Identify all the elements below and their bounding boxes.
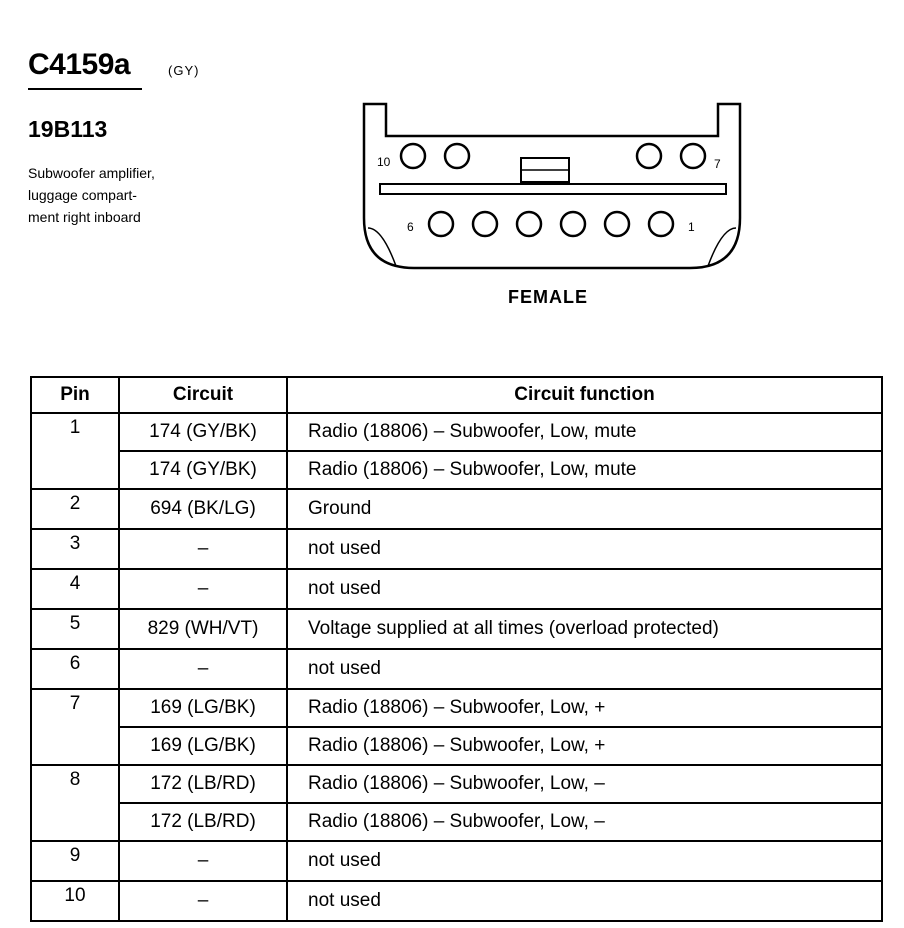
- pin-6-cavity: [429, 212, 453, 236]
- header-circuit-function: Circuit function: [287, 377, 882, 413]
- header-pin: Pin: [31, 377, 119, 413]
- pin-number: 7: [31, 689, 119, 765]
- table-row: [31, 649, 882, 689]
- pin-table-header: [31, 377, 882, 413]
- circuit-cell: –: [119, 841, 287, 881]
- function-cell: Radio (18806) – Subwoofer, Low, +: [287, 689, 882, 727]
- function-cell: not used: [287, 529, 882, 569]
- function-cell: Radio (18806) – Subwoofer, Low, mute: [287, 451, 882, 489]
- pin-number: 8: [31, 765, 119, 841]
- table-row: [31, 489, 882, 529]
- function-cell: not used: [287, 841, 882, 881]
- circuit-cell: 172 (LB/RD): [119, 765, 287, 803]
- function-cell: Radio (18806) – Subwoofer, Low, –: [287, 765, 882, 803]
- connector-color: (GY): [168, 63, 200, 78]
- table-row: [31, 727, 882, 765]
- table-row: [31, 881, 882, 921]
- pin-5-cavity: [473, 212, 497, 236]
- pin-2-cavity: [605, 212, 629, 236]
- keying-rail: [380, 184, 726, 194]
- function-cell: Radio (18806) – Subwoofer, Low, –: [287, 803, 882, 841]
- pin-10-cavity: [401, 144, 425, 168]
- function-cell: Ground: [287, 489, 882, 529]
- pin-number: 4: [31, 569, 119, 609]
- table-row: [31, 803, 882, 841]
- pin-number: 6: [31, 649, 119, 689]
- function-cell: not used: [287, 881, 882, 921]
- connector-housing: [364, 104, 740, 268]
- function-cell: Radio (18806) – Subwoofer, Low, mute: [287, 413, 882, 451]
- table-row: [31, 609, 882, 649]
- table-row: [31, 413, 882, 451]
- pin-label-1: 1: [688, 220, 695, 234]
- pin-label-6: 6: [407, 220, 414, 234]
- pin-number: 5: [31, 609, 119, 649]
- pin-9-cavity: [445, 144, 469, 168]
- function-cell: Radio (18806) – Subwoofer, Low, +: [287, 727, 882, 765]
- table-row: [31, 569, 882, 609]
- part-number: 19B113: [28, 116, 108, 142]
- pin-number: 3: [31, 529, 119, 569]
- table-row: [31, 529, 882, 569]
- circuit-cell: –: [119, 569, 287, 609]
- pin-4-cavity: [517, 212, 541, 236]
- connector-id: C4159a: [28, 48, 131, 81]
- pin-number: 10: [31, 881, 119, 921]
- pin-table: [30, 376, 883, 922]
- description-line: luggage compart-: [28, 187, 137, 203]
- circuit-cell: 829 (WH/VT): [119, 609, 287, 649]
- pin-label-10: 10: [377, 155, 391, 169]
- pin-label-7: 7: [714, 157, 721, 171]
- circuit-cell: 169 (LG/BK): [119, 727, 287, 765]
- table-row: [31, 841, 882, 881]
- circuit-cell: 694 (BK/LG): [119, 489, 287, 529]
- table-row: [31, 765, 882, 803]
- function-cell: Voltage supplied at all times (overload protected): [287, 609, 882, 649]
- pin-1-cavity: [649, 212, 673, 236]
- circuit-cell: 174 (GY/BK): [119, 413, 287, 451]
- table-row: [31, 451, 882, 489]
- circuit-cell: 174 (GY/BK): [119, 451, 287, 489]
- connector-id-underline: [28, 88, 142, 90]
- table-row: [31, 689, 882, 727]
- connector-face-diagram: [360, 100, 750, 280]
- circuit-cell: –: [119, 649, 287, 689]
- description-line: Subwoofer amplifier,: [28, 165, 155, 181]
- connector-gender-label: FEMALE: [508, 287, 588, 307]
- circuit-cell: –: [119, 529, 287, 569]
- pin-8-cavity: [637, 144, 661, 168]
- header-circuit: Circuit: [119, 377, 287, 413]
- description-line: ment right inboard: [28, 209, 141, 225]
- pin-number: 1: [31, 413, 119, 489]
- circuit-cell: –: [119, 881, 287, 921]
- pin-7-cavity: [681, 144, 705, 168]
- function-cell: not used: [287, 649, 882, 689]
- pin-3-cavity: [561, 212, 585, 236]
- circuit-cell: 172 (LB/RD): [119, 803, 287, 841]
- circuit-cell: 169 (LG/BK): [119, 689, 287, 727]
- pin-number: 2: [31, 489, 119, 529]
- pin-number: 9: [31, 841, 119, 881]
- function-cell: not used: [287, 569, 882, 609]
- connector-description: [28, 162, 198, 228]
